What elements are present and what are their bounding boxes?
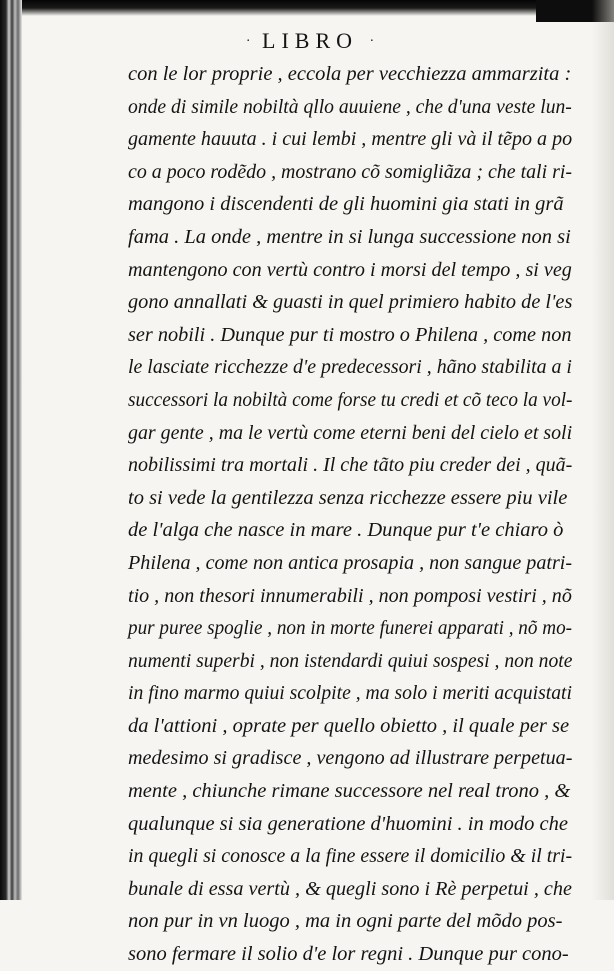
text-line: gono annallati & guasti in quel primiero habito de l'es bbox=[128, 291, 573, 314]
book-spine bbox=[0, 0, 22, 900]
text-line: qualunque si sia generatione d'huomini . in modo che bbox=[128, 812, 568, 835]
text-line: onde di simile nobiltà qllo auuiene , che d'una veste lun- bbox=[128, 95, 572, 118]
text-line: non pur in vn luogo , ma in ogni parte del mõdo pos- bbox=[128, 910, 563, 933]
text-line: mantengono con vertù contro i morsi del tempo , si veg bbox=[128, 258, 572, 281]
text-line: pur puree spoglie , non in morte funerei apparati , nõ mo- bbox=[128, 617, 573, 640]
page-edge-shadow bbox=[592, 0, 614, 900]
text-line: gamente hauuta . i cui lembi , mentre gli và il tẽpo a po bbox=[128, 128, 573, 151]
text-line: to si vede la gentilezza senza ricchezze essere piu vile bbox=[128, 486, 568, 509]
text-line: in fino marmo quiui scolpite , ma solo i meriti acquistati bbox=[128, 682, 572, 705]
text-line: de l'alga che nasce in mare . Dunque pur t'e chiaro ò bbox=[128, 519, 564, 542]
running-head bbox=[180, 28, 440, 56]
text-line: successori la nobiltà come forse tu credi et cõ teco la vol- bbox=[128, 388, 573, 411]
text-line: da l'attioni , oprate per quello obietto , il quale per se bbox=[128, 714, 570, 737]
text-line: fama . La onde , mentre in si lunga successione non si bbox=[128, 225, 571, 248]
text-line: co a poco rodẽdo , mostrano cõ somigliãza ; che tali ri- bbox=[128, 160, 573, 183]
text-line: tio , non thesori innumerabili , non pomposi vestiri , nõ bbox=[128, 584, 572, 607]
text-line: bunale di essa vertù , & quegli sono i Rè perpetui , che bbox=[128, 877, 572, 900]
text-line: in quegli si conosce a la fine essere il domicilio & il tri- bbox=[128, 845, 573, 868]
body-text bbox=[128, 58, 572, 971]
text-line: con le lor proprie , eccola per vecchiezza ammarzita : bbox=[128, 63, 572, 85]
text-line: gar gente , ma le vertù come eterni beni del cielo et soli bbox=[128, 421, 573, 444]
text-line: nobilissimi tra mortali . Il che tãto piu creder dei , quã- bbox=[128, 454, 573, 477]
text-line: Philena , come non antica prosapia , non sangue patri- bbox=[128, 551, 573, 574]
page-top-shadow bbox=[0, 0, 614, 16]
running-head-title: LIBRO bbox=[262, 28, 358, 53]
text-line: le lasciate ricchezze d'e predecessori , hãno stabilita a i bbox=[128, 356, 572, 379]
text-line: mente , chiunche rimane successore nel real trono , & bbox=[128, 780, 571, 803]
text-line: numenti superbi , non istendardi quiui sospesi , non note bbox=[128, 649, 573, 672]
text-line: sono fermare il solio d'e lor regni . Dunque pur cono- bbox=[128, 943, 569, 966]
text-line: ser nobili . Dunque pur ti mostro o Philena , come non bbox=[128, 323, 572, 346]
running-head-ornament-right: · bbox=[369, 34, 375, 49]
text-line: medesimo si gradisce , vengono ad illustrare perpetua- bbox=[128, 747, 573, 770]
text-line: mangono i discendenti de gli huomini gia stati in grã bbox=[128, 193, 564, 216]
running-head-ornament-left: · bbox=[245, 34, 251, 49]
